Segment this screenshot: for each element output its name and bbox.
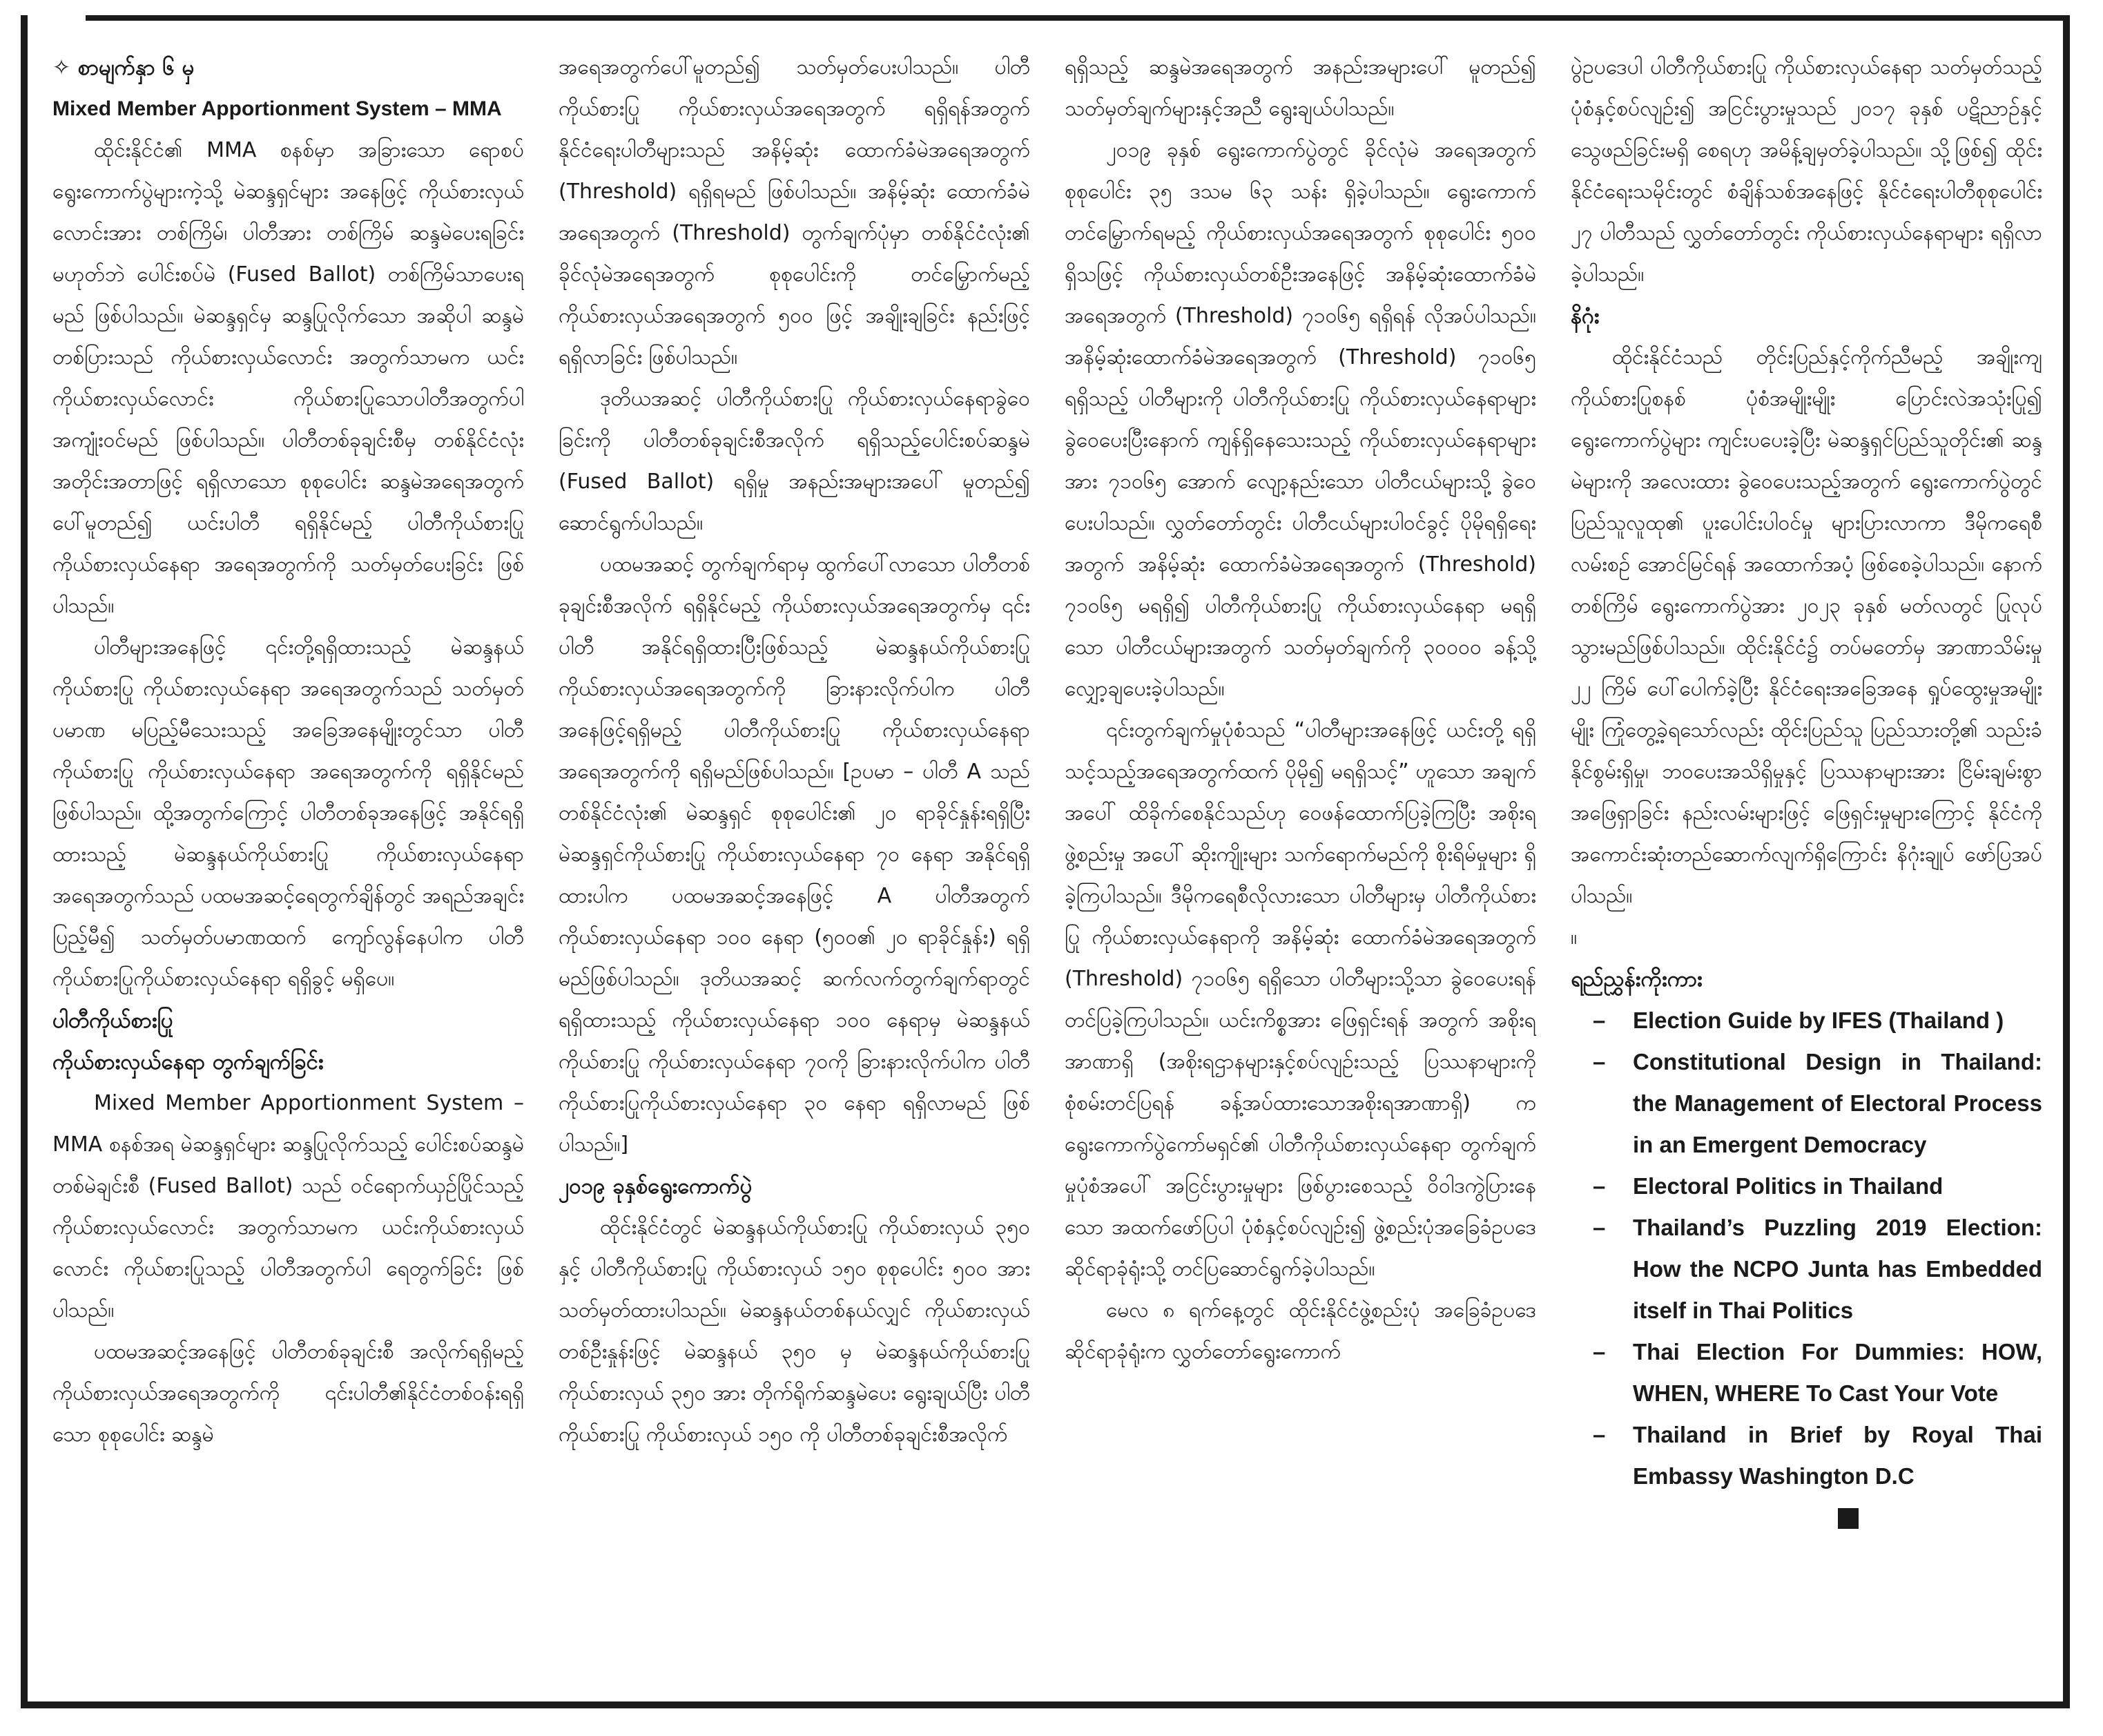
reference-item: – Thailand in Brief by Royal Thai Embassy Washington D.C [1633, 1414, 2042, 1497]
paragraph: မေလ ၈ ရက်နေ့တွင် ထိုင်းနိုင်ငံဖွဲ့စည်းပုံ အခြေခံဥပဒေဆိုင်ရာခုံရုံးက လွှတ်တော်ရွေးကောက် [1065, 1298, 1536, 1364]
paragraph: ထိုင်းနိုင်ငံတွင် မဲဆန္ဒနယ်ကိုယ်စားပြု ကိုယ်စားလှယ် ၃၅၀ နှင့် ပါတီကိုယ်စားပြု ကိုယ်စားလှယ် ၁၅၀ စုစုပေါင်း ၅၀၀ အား သတ်မှတ်ထားပါသည်။ မဲဆန္ဒနယ်တစ်နယ်လျှင် ကိုယ်စားလှယ်တစ်ဦးနှုန်းဖြင့် မဲဆန္ဒနယ် ၃၅၀ မှ မဲဆန္ဒနယ်ကိုယ်စားပြု ကိုယ်စားလှယ် ၃၅၀ အား တိုက်ရိုက်ဆန္ဒမဲပေး ရွေးချယ်ပြီး ပါတီကိုယ်စားပြု ကိုယ်စားလှယ် ၁၅၀ ကို ပါတီတစ်ခုချင်းစီအလိုက် [559, 1215, 1030, 1447]
paragraph: ပါတီများအနေဖြင့် ၎င်းတို့ရရှိထားသည့် မဲဆန္ဒနယ်ကိုယ်စားပြု ကိုယ်စားလှယ်နေရာ အရေအတွက်သည် သတ်မှတ်ပမာဏ မပြည့်မီသေးသည့် အခြေအနေမျိုးတွင်သာ ပါတီကိုယ်စားပြု ကိုယ်စားလှယ်နေရာ အရေအတွက်ကို ရရှိနိုင်မည် ဖြစ်ပါသည်။ ထို့အတွက်ကြောင့် ပါတီတစ်ခုအနေဖြင့် အနိုင်ရရှိထားသည့် မဲဆန္ဒနယ်ကိုယ်စားပြု ကိုယ်စားလှယ်နေရာ အရေအတွက်သည် ပထမအဆင့်ရေတွက်ချိန်တွင် အရည်အချင်းပြည့်မီ၍ သတ်မှတ်ပမာဏထက် ကျော်လွန်နေပါက ပါတီကိုယ်စားပြုကိုယ်စားလှယ်နေရာ ရရှိခွင့် မရှိပေ။ [52, 635, 524, 991]
section-heading: ၂၀၁၉ ခုနှစ်ရွေးကောက်ပွဲ [559, 1174, 753, 1199]
dash-bullet: – [1593, 1422, 1606, 1447]
section-heading: ကိုယ်စားလှယ်နေရာ တွက်ချက်ခြင်း [52, 1050, 324, 1074]
system-title: Mixed Member Apportionment System – MMA [52, 97, 502, 120]
paragraph: ပထမအဆင့်အနေဖြင့် ပါတီတစ်ခုချင်းစီ အလိုက်ရရှိမည့် ကိုယ်စားလှယ်အရေအတွက်ကို ၎င်းပါတီ၏နိုင်ငံတစ်ဝန်းရရှိသော စုစုပေါင်း ဆန္ဒမဲ [52, 1340, 524, 1447]
reference-item: – Thailand’s Puzzling 2019 Election: How the NCPO Junta has Embedded itself in Thai Politics [1633, 1207, 2042, 1331]
dash-bullet: – [1593, 1215, 1606, 1240]
reference-item: – Electoral Politics in Thailand [1633, 1166, 2042, 1207]
paragraph: ၂၀၁၉ ခုနှစ် ရွေးကောက်ပွဲတွင် ခိုင်လုံမဲ အရေအတွက် စုစုပေါင်း ၃၅ ဒသမ ၆၃ သန်း ရှိခဲ့ပါသည်။ ရွေးကောက်တင်မြှောက်ရမည့် ကိုယ်စားလှယ်အရေအတွက် စုစုပေါင်း ၅၀၀ ရှိသဖြင့် ကိုယ်စားလှယ်တစ်ဦးအနေဖြင့် အနိမ့်ဆုံးထောက်ခံမဲအရေအတွက် (Threshold) ၇၁၀၆၅ ရရှိရန် လိုအပ်ပါသည်။ အနိမ့်ဆုံးထောက်ခံမဲအရေအတွက် (Threshold) ၇၁၀၆၅ ရရှိသည့် ပါတီများကို ပါတီကိုယ်စားပြု ကိုယ်စားလှယ်နေရာများ ခွဲဝေပေးပြီးနောက် ကျန်ရှိနေသေးသည့် ကိုယ်စားလှယ်နေရာများအား ၇၁၀၆၅ အောက် လျော့နည်းသော ပါတီငယ်များသို့ ခွဲဝေပေးပါသည်။ လွှတ်တော်တွင်း ပါတီငယ်များပါဝင်ခွင့် ပိုမိုရရှိရေးအတွက် အနိမ့်ဆုံး ထောက်ခံမဲအရေအတွက် (Threshold) ၇၁၀၆၅ မရရှိ၍ ပါတီကိုယ်စားပြု ကိုယ်စားလှယ်နေရာ မရရှိသော ပါတီငယ်များအတွက် သတ်မှတ်ချက်ကို ၃၀၀၀၀ ခန့်သို့ လျှော့ချပေးခဲ့ပါသည်။ [1065, 138, 1536, 701]
paragraph: ၎င်းတွက်ချက်မှုပုံစံသည် “ပါတီများအနေဖြင့် ယင်းတို့ ရရှိသင့်သည့်အရေအတွက်ထက် ပိုမို၍ မရရှိသင့်” ဟူသော အချက်အပေါ် ထိခိုက်စေနိုင်သည်ဟု ဝေဖန်ထောက်ပြခဲ့ကြပြီး အစိုးရဖွဲ့စည်းမှု အပေါ် ဆိုးကျိုးများ သက်ရောက်မည်ကို စိုးရိမ်မှုများ ရှိခဲ့ကြပါသည်။ ဒီမိုကရေစီလိုလားသော ပါတီများမှ ပါတီကိုယ်စားပြု ကိုယ်စားလှယ်နေရာကို အနိမ့်ဆုံး ထောက်ခံမဲအရေအတွက် (Threshold) ၇၁၀၆၅ ရရှိသော ပါတီများသို့သာ ခွဲဝေပေးရန် တင်ပြခဲ့ကြပါသည်။ ယင်းကိစ္စအား ဖြေရှင်းရန် အတွက် အစိုးရအာဏာရှိ (အစိုးရဌာနများနှင့်စပ်လျဉ်းသည့် ပြဿနာများကို စုံစမ်းတင်ပြရန် ခန့်အပ်ထားသောအစိုးရအာဏာရှိ) က ရွေးကောက်ပွဲကော်မရှင်၏ ပါတီကိုယ်စားလှယ်နေရာ တွက်ချက်မှုပုံစံအပေါ် အငြင်းပွားမှုများ ဖြစ်ပွားစေသည့် ဝိဝါဒကွဲပြားနေသော အထက်ဖော်ပြပါ ပုံစံနှင့်စပ်လျဉ်း၍ ဖွဲ့စည်းပုံအခြေခံဥပဒေဆိုင်ရာခုံရုံးသို့ တင်ပြဆောင်ရွက်ခဲ့ပါသည်။ [1065, 718, 1536, 1281]
dash-bullet: – [1593, 1049, 1606, 1074]
column-2 [559, 47, 1030, 1681]
section-end-mark: ။ [1571, 925, 1578, 949]
reference-item: – Constitutional Design in Thailand: the Management of Electoral Process in an Emergent Democracy [1633, 1041, 2042, 1166]
reference-item: – Thai Election For Dummies: HOW, WHEN, WHERE To Cast Your Vote [1633, 1331, 2042, 1414]
paragraph: ထိုင်းနိုင်ငံ၏ MMA စနစ်မှာ အခြားသော ရောစပ်ရွေးကောက်ပွဲများကဲ့သို့ မဲဆန္ဒရှင်များ အနေဖြင့် ကိုယ်စားလှယ်လောင်းအား တစ်ကြိမ်၊ ပါတီအား တစ်ကြိမ် ဆန္ဒမဲပေးရခြင်းမဟုတ်ဘဲ ပေါင်းစပ်မဲ (Fused Ballot) တစ်ကြိမ်သာပေးရမည် ဖြစ်ပါသည်။ မဲဆန္ဒရှင်မှ ဆန္ဒပြုလိုက်သော အဆိုပါ ဆန္ဒမဲတစ်ပြားသည် ကိုယ်စားလှယ်လောင်း အတွက်သာမက ယင်းကိုယ်စားလှယ်လောင်း ကိုယ်စားပြုသောပါတီအတွက်ပါ အကျုံးဝင်မည် ဖြစ်ပါသည်။ ပါတီတစ်ခုချင်းစီမှ တစ်နိုင်ငံလုံး အတိုင်းအတာဖြင့် ရရှိလာသော စုစုပေါင်း ဆန္ဒမဲအရေအတွက်ပေါ်မူတည်၍ ယင်းပါတီ ရရှိနိုင်မည့် ပါတီကိုယ်စားပြုကိုယ်စားလှယ်နေရာ အရေအတွက်ကို သတ်မှတ်ပေးခြင်း ဖြစ်ပါသည်။ [52, 138, 524, 618]
dash-bullet: – [1593, 1007, 1606, 1033]
reference-item: – Election Guide by IFES (Thailand ) [1633, 1000, 2042, 1041]
top-rule [86, 15, 2063, 21]
paragraph: ပထမအဆင့် တွက်ချက်ရာမှ ထွက်ပေါ်လာသော ပါတီတစ်ခုချင်းစီအလိုက် ရရှိနိုင်မည့် ကိုယ်စားလှယ်အရေအတွက်မှ ၎င်းပါတီ အနိုင်ရရှိထားပြီးဖြစ်သည့် မဲဆန္ဒနယ်ကိုယ်စားပြု ကိုယ်စားလှယ်အရေအတွက်ကို ခြားနားလိုက်ပါက ပါတီအနေဖြင့်ရရှိမည့် ပါတီကိုယ်စားပြု ကိုယ်စားလှယ်နေရာအရေအတွက်ကို ရရှိမည်ဖြစ်ပါသည်။ [ဥပမာ – ပါတီ A သည် တစ်နိုင်ငံလုံး၏ မဲဆန္ဒရှင် စုစုပေါင်း၏ ၂၀ ရာခိုင်နှုန်းရရှိပြီး မဲဆန္ဒရှင်ကိုယ်စားပြု ကိုယ်စားလှယ်နေရာ ၇၀ နေရာ အနိုင်ရရှိထားပါက ပထမအဆင့်အနေဖြင့် A ပါတီအတွက် ကိုယ်စားလှယ်နေရာ ၁၀၀ နေရာ (၅၀၀၏ ၂၀ ရာခိုင်နှုန်း) ရရှိမည်ဖြစ်ပါသည်။ ဒုတိယအဆင့် ဆက်လက်တွက်ချက်ရာတွင် ရရှိထားသည့် ကိုယ်စားလှယ်နေရာ ၁၀၀ နေရာမှ မဲဆန္ဒနယ်ကိုယ်စားပြု ကိုယ်စားလှယ်နေရာ ၇၀ကို ခြားနားလိုက်ပါက ပါတီကိုယ်စားပြုကိုယ်စားလှယ်နေရာ ၃၀ နေရာ ရရှိလာမည် ဖြစ်ပါသည်။] [559, 552, 1030, 1157]
dash-bullet: – [1593, 1173, 1606, 1199]
section-heading: နိဂုံး [1571, 304, 1600, 329]
reference-list [1571, 1000, 2042, 1497]
end-of-article-icon [1838, 1508, 1859, 1529]
paragraph: ရရှိသည့် ဆန္ဒမဲအရေအတွက် အနည်းအများပေါ် မူတည်၍ သတ်မှတ်ချက်များနှင့်အညီ ရွေးချယ်ပါသည်။ [1065, 55, 1536, 121]
paragraph: ထိုင်းနိုင်ငံသည် တိုင်းပြည်နှင့်ကိုက်ညီမည့် အချိုးကျကိုယ်စားပြုစနစ် ပုံစံအမျိုးမျိုး ပြောင်းလဲအသုံးပြု၍ ရွေးကောက်ပွဲများ ကျင်းပပေးခဲ့ပြီး မဲဆန္ဒရှင်ပြည်သူတိုင်း၏ ဆန္ဒမဲများကို အလေးထား ခွဲဝေပေးသည့်အတွက် ရွေးကောက်ပွဲတွင် ပြည်သူလူထု၏ ပူးပေါင်းပါဝင်မှု များပြားလာကာ ဒီမိုကရေစီလမ်းစဉ် အောင်မြင်ရန် အထောက်အပံ့ ဖြစ်စေခဲ့ပါသည်။ နောက်တစ်ကြိမ် ရွေးကောက်ပွဲအား ၂၀၂၃ ခုနှစ် မတ်လတွင် ပြုလုပ်သွားမည်ဖြစ်ပါသည်။ ထိုင်းနိုင်ငံ၌ တပ်မတော်မှ အာဏာသိမ်းမှု ၂၂ ကြိမ် ပေါ်ပေါက်ခဲ့ပြီး နိုင်ငံရေးအခြေအနေ ရှုပ်ထွေးမှုအမျိုးမျိုး ကြုံတွေ့ခဲ့ရသော်လည်း ထိုင်းပြည်သူ ပြည်သားတို့၏ သည်းခံနိုင်စွမ်းရှိမှု၊ ဘဝပေးအသိရှိမှုနှင့် ပြဿနာများအား ငြိမ်းချမ်းစွာအဖြေရှာခြင်း နည်းလမ်းများဖြင့် ဖြေရှင်းမှုများကြောင့် နိုင်ငံကို အကောင်းဆုံးတည်ဆောက်လျက်ရှိကြောင်း နိဂုံးချုပ် ဖော်ပြအပ်ပါသည်။ [1571, 345, 2042, 908]
column-3 [1065, 47, 1536, 1681]
column-1 [52, 47, 524, 1681]
page-frame [21, 15, 2070, 1708]
paragraph: ဒုတိယအဆင့် ပါတီကိုယ်စားပြု ကိုယ်စားလှယ်နေရာခွဲဝေခြင်းကို ပါတီတစ်ခုချင်းစီအလိုက် ရရှိသည့်ပေါင်းစပ်ဆန္ဒမဲ (Fused Ballot) ရရှိမှု အနည်းအများအပေါ် မူတည်၍ ဆောင်ရွက်ပါသည်။ [559, 387, 1030, 535]
article-columns [52, 47, 2042, 1681]
paragraph: ပွဲဥပဒေပါ ပါတီကိုယ်စားပြု ကိုယ်စားလှယ်နေရာ သတ်မှတ်သည့်ပုံစံနှင့်စပ်လျဉ်း၍ အငြင်းပွားမှုသည် ၂၀၁၇ ခုနှစ် ပဋိညာဉ်နှင့်သွေဖည်ခြင်းမရှိ စေရဟု အမိန့်ချမှတ်ခဲ့ပါသည်။ သို့ဖြစ်၍ ထိုင်းနိုင်ငံရေးသမိုင်းတွင် စံချိန်သစ်အနေဖြင့် နိုင်ငံရေးပါတီစုစုပေါင်း ၂၇ ပါတီသည် လွှတ်တော်တွင်း ကိုယ်စားလှယ်နေရာများ ရရှိလာခဲ့ပါသည်။ [1571, 55, 2042, 287]
dash-bullet: – [1593, 1339, 1606, 1364]
column-4 [1571, 47, 2042, 1681]
continued-from-label: ✧ စာမျက်နှာ ၆ မှ [52, 55, 195, 80]
paragraph: အရေအတွက်ပေါ်မူတည်၍ သတ်မှတ်ပေးပါသည်။ ပါတီကိုယ်စားပြု ကိုယ်စားလှယ်အရေအတွက် ရရှိရန်အတွက် နိုင်ငံရေးပါတီများသည် အနိမ့်ဆုံး ထောက်ခံမဲအရေအတွက် (Threshold) ရရှိရမည် ဖြစ်ပါသည်။ အနိမ့်ဆုံး ထောက်ခံမဲအရေအတွက် (Threshold) တွက်ချက်ပုံမှာ တစ်နိုင်ငံလုံး၏ ခိုင်လုံမဲအရေအတွက် စုစုပေါင်းကို တင်မြှောက်မည့် ကိုယ်စားလှယ်အရေအတွက် ၅၀၀ ဖြင့် အချိုးချခြင်း နည်းဖြင့် ရရှိလာခြင်း ဖြစ်ပါသည်။ [559, 55, 1030, 369]
references-heading: ရည်ညွှန်းကိုးကား [1571, 967, 1703, 992]
section-heading: ပါတီကိုယ်စားပြု [52, 1008, 173, 1033]
paragraph: Mixed Member Apportionment System –MMA စနစ်အရ မဲဆန္ဒရှင်များ ဆန္ဒပြုလိုက်သည့် ပေါင်းစပ်ဆန္ဒမဲတစ်မဲချင်းစီ (Fused Ballot) သည် ဝင်ရောက်ယှဉ်ပြိုင်သည့် ကိုယ်စားလှယ်လောင်း အတွက်သာမက ယင်းကိုယ်စားလှယ်လောင်း ကိုယ်စားပြုသည့် ပါတီအတွက်ပါ ရေတွက်ခြင်း ဖြစ်ပါသည်။ [52, 1091, 524, 1322]
